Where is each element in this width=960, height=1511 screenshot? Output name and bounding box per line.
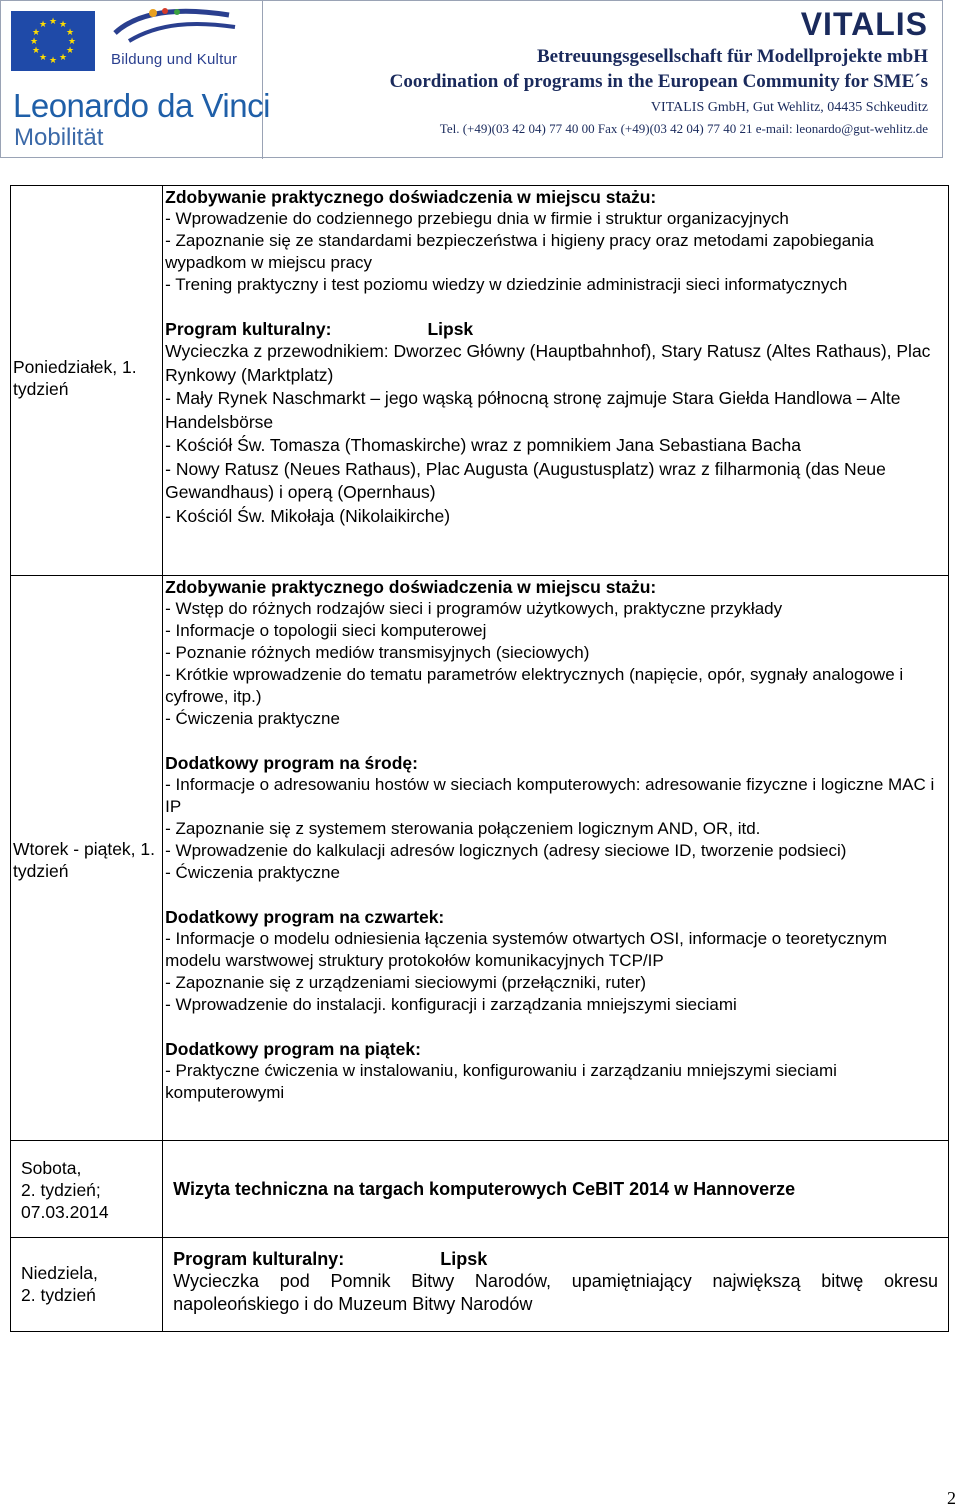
letterhead	[0, 0, 943, 158]
block-heading	[173, 1248, 938, 1270]
svg-text:★: ★	[65, 28, 75, 38]
content-block-culture	[165, 318, 944, 528]
svg-text:★: ★	[31, 28, 41, 38]
list-item: - Informacje o topologii sieci komputerowej	[165, 621, 487, 640]
sunday-activity: Wycieczka pod Pomnik Bitwy Narodów, upamiętniający największą bitwę okresu napoleońskiego i do Muzeum Bitwy Narodów	[173, 1271, 938, 1314]
content-block	[165, 576, 944, 730]
day-label-line: 2. tydzień;	[21, 1180, 101, 1200]
list-item: - Wstęp do różnych rodzajów sieci i programów użytkowych, praktyczne przykłady	[165, 599, 783, 618]
list-item: - Trening praktyczny i test poziomu wiedzy w dziedzinie administracji sieci informatycznych	[165, 275, 848, 294]
company-block	[390, 1, 928, 139]
content-cell	[163, 1141, 949, 1238]
block-heading: Zdobywanie praktycznego doświadczenia w miejscu stażu:	[165, 187, 657, 207]
list-item: - Ćwiczenia praktyczne	[165, 863, 340, 882]
company-brand: VITALIS	[800, 6, 928, 42]
day-label-line: 07.03.2014	[21, 1202, 109, 1222]
list-item: - Wprowadzenie do codziennego przebiegu dnia w firmie i struktur organizacyjnych	[165, 209, 789, 228]
list-item: - Mały Rynek Naschmarkt – jego wąską północną stronę zajmuje Stara Giełda Handlowa – Alte Handelsbörse	[165, 388, 901, 432]
page-number: 2	[947, 1488, 956, 1508]
list-item: - Nowy Ratusz (Neues Rathaus), Plac Augusta (Augustusplatz) wraz z filharmonią (das Neue Gewandhaus) i operą (Opernhaus)	[165, 458, 886, 502]
logo-panel	[1, 1, 270, 159]
day-label	[11, 1238, 162, 1306]
list-item: - Poznanie różnych mediów transmisyjnych (sieciowych)	[165, 643, 590, 662]
list-item: - Praktyczne ćwiczenia w instalowaniu, konfigurowaniu i zarządzaniu mniejszymi sieciami komputerowymi	[165, 1061, 837, 1102]
logo-program-subtitle: Mobilität	[14, 124, 104, 151]
block-heading: Dodatkowy program na czwartek:	[165, 907, 445, 927]
list-item: Wycieczka z przewodnikiem: Dworzec Główny (Hauptbahnhof), Stary Ratusz (Altes Rathaus), Plac Rynkowy (Marktplatz)	[165, 341, 931, 385]
heading-label: Program kulturalny:	[173, 1249, 345, 1269]
content-block	[165, 906, 944, 1016]
content-block	[165, 752, 944, 884]
schedule-table	[10, 185, 949, 1332]
table-row-saturday	[11, 1141, 949, 1238]
table-row-monday	[11, 186, 949, 576]
city-label: Lipsk	[427, 319, 474, 339]
company-contact: Tel. (+49)(03 42 04) 77 40 00 Fax (+49)(03 42 04) 77 40 21 e-mail: leonardo@gut-wehlitz.de	[439, 121, 928, 136]
heading-label: Program kulturalny:	[165, 319, 332, 339]
svg-text:★: ★	[38, 20, 48, 30]
list-item: - Zapoznanie się z urządzeniami sieciowymi (przełączniki, ruter)	[165, 973, 647, 992]
svg-text:★: ★	[38, 53, 48, 63]
company-subtitle-de: Betreuungsgesellschaft für Modellprojekte mbH	[536, 46, 928, 67]
content-cell	[163, 186, 949, 576]
block-heading: Dodatkowy program na środę:	[165, 753, 418, 773]
svg-text:★: ★	[48, 17, 58, 27]
company-subtitle-en: Coordination of programs in the European Community for SME´s	[389, 71, 928, 92]
block-heading: Zdobywanie praktycznego doświadczenia w miejscu stażu:	[165, 577, 657, 597]
list-item: - Wprowadzenie do kalkulacji adresów logicznych (adresy sieciowe ID, tworzenie podsieci)	[165, 841, 847, 860]
city-label: Lipsk	[440, 1249, 488, 1269]
block-heading: Dodatkowy program na piątek:	[165, 1039, 421, 1059]
svg-text:★: ★	[67, 37, 77, 47]
day-cell	[11, 1141, 163, 1238]
block-heading	[165, 318, 944, 340]
list-item: - Informacje o adresowaniu hostów w sieciach komputerowych: adresowanie fizyczne i logiczne MAC i IP	[165, 775, 935, 816]
company-address: VITALIS GmbH, Gut Wehlitz, 04435 Schkeuditz	[650, 100, 928, 115]
list-item: - Wprowadzenie do instalacji. konfiguracji i zarządzania mniejszymi sieciami	[165, 995, 737, 1014]
list-item: - Zapoznanie się z systemem sterowania połączeniem logicznym AND, OR, itd.	[165, 819, 761, 838]
day-label-line: 2. tydzień	[21, 1285, 96, 1305]
content-block	[165, 1038, 944, 1104]
list-item: - Informacje o modelu odniesienia łączenia systemów otwartych OSI, informacje o teoretycznym modelu warstwowej struktury protokołów komunikacyjnych TCP/IP	[165, 929, 888, 970]
eu-flag-icon	[11, 11, 95, 71]
list-item: - Zapoznanie się ze standardami bezpieczeństwa i higieny pracy oraz metodami zapobiegania wypadkom w miejscu pracy	[165, 231, 874, 272]
day-label-line: Sobota,	[21, 1158, 82, 1178]
svg-text:★: ★	[58, 20, 68, 30]
logo-program-title: Leonardo da Vinci	[13, 87, 270, 124]
table-row-tuesday-friday	[11, 576, 949, 1141]
svg-text:★: ★	[48, 56, 58, 66]
day-label: Poniedziałek, 1. tydzień	[13, 357, 137, 399]
svg-text:★: ★	[65, 46, 75, 56]
svg-text:★: ★	[31, 46, 41, 56]
list-item: - Krótkie wprowadzenie do tematu parametrów elektrycznych (napięcie, opór, sygnały analogowe i cyfrowe, itp.)	[165, 665, 904, 706]
svg-text:★: ★	[58, 53, 68, 63]
day-label	[11, 1141, 162, 1223]
table-row-sunday	[11, 1238, 949, 1332]
list-item: - Ćwiczenia praktyczne	[165, 709, 340, 728]
day-cell	[11, 576, 163, 1141]
saturday-activity: Wizyta techniczna na targach komputerowych CeBIT 2014 w Hannoverze	[173, 1179, 796, 1199]
content-cell	[163, 1238, 949, 1332]
list-item: - Kościól Św. Mikołaja (Nikolaikirche)	[165, 505, 451, 526]
svg-text:★: ★	[29, 37, 39, 47]
logo-bildung-text: Bildung und Kultur	[111, 51, 238, 68]
content-block	[165, 186, 944, 296]
list-item: - Kościół Św. Tomasza (Thomaskirche) wraz z pomnikiem Jana Sebastiana Bacha	[165, 435, 801, 455]
bildung-kultur-logo-icon	[109, 5, 241, 45]
day-label: Wtorek - piątek, 1. tydzień	[13, 839, 155, 881]
content-cell	[163, 576, 949, 1141]
day-cell	[11, 1238, 163, 1332]
day-label-line: Niedziela,	[21, 1263, 98, 1283]
day-cell	[11, 186, 163, 576]
